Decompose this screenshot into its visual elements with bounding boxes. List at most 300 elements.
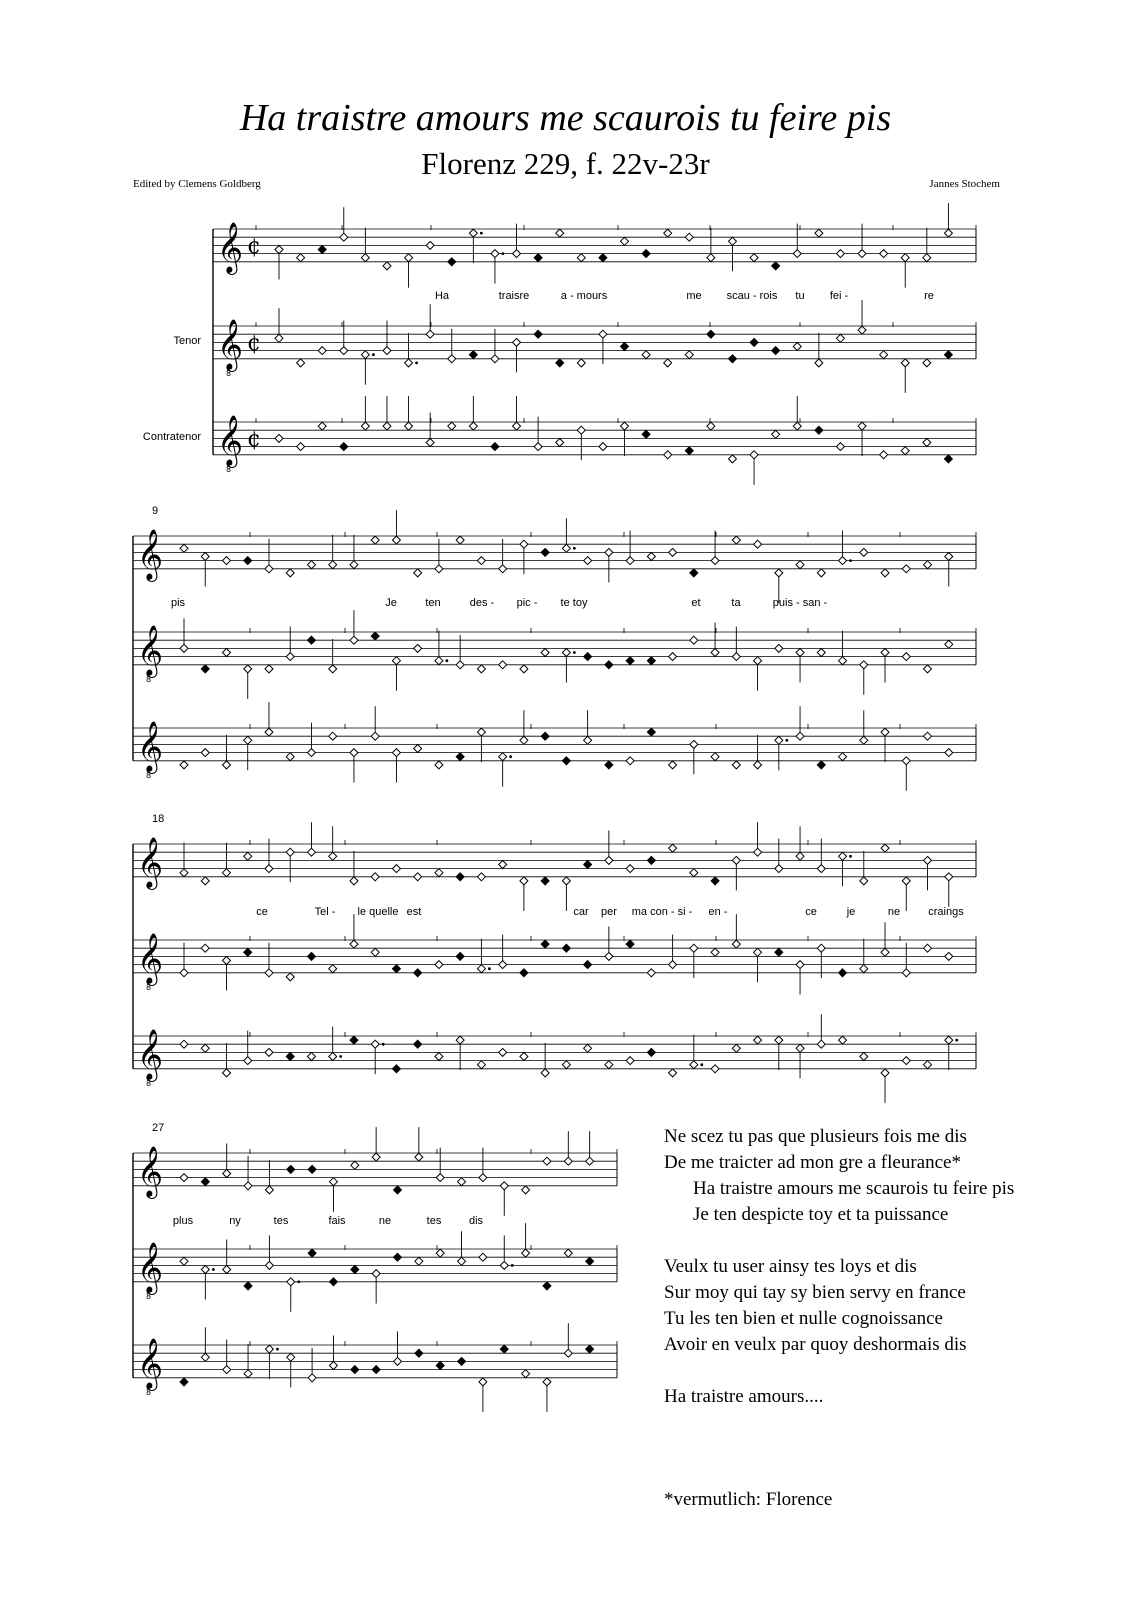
note-head (265, 565, 273, 573)
note-head (605, 856, 613, 864)
dot (573, 547, 576, 550)
dot (511, 1264, 514, 1267)
note-head (456, 873, 464, 881)
note-head (796, 961, 804, 969)
note-head (732, 1044, 740, 1052)
note-head (775, 865, 783, 873)
note-head (499, 1048, 507, 1056)
note-head (690, 944, 698, 952)
note-head (839, 557, 847, 565)
note-head (858, 250, 866, 258)
note-head (522, 1370, 530, 1378)
note-head (351, 1266, 359, 1274)
lyric-syllable: re (924, 290, 934, 302)
dot (955, 1039, 958, 1042)
note-head (772, 347, 780, 355)
note-head (426, 439, 434, 447)
note-head (275, 246, 283, 254)
note-head (350, 1036, 358, 1044)
note-head (669, 653, 677, 661)
note-head (621, 237, 629, 245)
note-head (605, 952, 613, 960)
note-head (329, 1362, 337, 1370)
note-head (244, 948, 252, 956)
note-head (201, 1353, 209, 1361)
note-head (479, 1253, 487, 1261)
note-head (556, 439, 564, 447)
lyric-syllable: a - mours (560, 290, 608, 302)
note-head (469, 351, 477, 359)
note-head (690, 740, 698, 748)
note-head (297, 254, 305, 262)
lyric-syllable: ny (229, 1215, 241, 1227)
note-head (513, 422, 521, 430)
treble-clef: 𝄞 (217, 319, 244, 370)
note-head (599, 254, 607, 262)
note-head (350, 561, 358, 569)
dot (372, 353, 375, 356)
note-head (513, 250, 521, 258)
lyric-syllable: tes (273, 1215, 289, 1227)
note-head (626, 657, 634, 665)
note-head (392, 657, 400, 665)
note-head (690, 869, 698, 877)
lyric-syllable: ta (731, 597, 741, 609)
editor-credit: Edited by Clemens Goldberg (133, 178, 261, 190)
note-head (669, 961, 677, 969)
dot (785, 739, 788, 742)
note-head (924, 732, 932, 740)
note-head (647, 657, 655, 665)
note-head (265, 728, 273, 736)
note-head (775, 644, 783, 652)
note-head (329, 1178, 337, 1186)
note-head (222, 957, 230, 965)
lyric-syllable: en - (708, 906, 728, 918)
note-head (775, 569, 783, 577)
note-head (392, 536, 400, 544)
note-head (456, 661, 464, 669)
note-head (340, 443, 348, 451)
note-head (626, 557, 634, 565)
lyric-syllable: car (573, 906, 589, 918)
note-head (584, 736, 592, 744)
note-head (265, 969, 273, 977)
note-head (923, 254, 931, 262)
note-head (562, 877, 570, 885)
note-head (750, 254, 758, 262)
treble-clef: 𝄞 (217, 222, 244, 273)
note-head (881, 844, 889, 852)
note-head (244, 1057, 252, 1065)
note-head (541, 732, 549, 740)
lyric-syllable: fei - (829, 290, 849, 302)
note-head (307, 636, 315, 644)
note-head (562, 544, 570, 552)
note-head (836, 334, 844, 342)
note-head (244, 557, 252, 565)
note-head (839, 852, 847, 860)
voice-label-tenor: Tenor (173, 335, 201, 347)
dot (502, 252, 505, 255)
note-head (265, 865, 273, 873)
note-head (520, 969, 528, 977)
note-head (477, 665, 485, 673)
note-head (923, 439, 931, 447)
note-head (772, 430, 780, 438)
octave-mark: 8 (226, 465, 232, 474)
verse-line: Avoir en veulx par quoy deshormais dis (664, 1334, 967, 1355)
note-head (244, 1370, 252, 1378)
note-head (732, 761, 740, 769)
note-head (201, 877, 209, 885)
note-head (265, 1186, 273, 1194)
note-head (817, 761, 825, 769)
note-head (469, 422, 477, 430)
note-head (817, 649, 825, 657)
note-head (707, 422, 715, 430)
note-head (491, 355, 499, 363)
note-head (562, 944, 570, 952)
note-head (394, 1186, 402, 1194)
note-head (584, 557, 592, 565)
treble-clef: 𝄞 (137, 1242, 164, 1293)
note-head (307, 1053, 315, 1061)
note-head (605, 761, 613, 769)
note-head (479, 1174, 487, 1182)
note-head (664, 451, 672, 459)
dot (849, 855, 852, 858)
note-head (605, 548, 613, 556)
note-head (690, 569, 698, 577)
lyric-syllable: Ha (434, 290, 450, 302)
treble-clef: 𝄞 (137, 1338, 164, 1389)
note-head (201, 1178, 209, 1186)
note-head (222, 649, 230, 657)
note-head (371, 1040, 379, 1048)
note-head (350, 940, 358, 948)
note-head (456, 1036, 464, 1044)
note-head (599, 443, 607, 451)
note-head (329, 1053, 337, 1061)
note-head (541, 649, 549, 657)
note-head (860, 548, 868, 556)
note-head (626, 865, 634, 873)
note-head (499, 861, 507, 869)
note-head (541, 548, 549, 556)
note-head (793, 343, 801, 351)
note-head (223, 1266, 231, 1274)
note-head (372, 1366, 380, 1374)
note-head (944, 229, 952, 237)
note-head (435, 869, 443, 877)
note-head (642, 250, 650, 258)
note-head (351, 1161, 359, 1169)
note-head (664, 359, 672, 367)
note-head (307, 848, 315, 856)
note-head (924, 944, 932, 952)
note-head (340, 233, 348, 241)
note-head (201, 1044, 209, 1052)
note-head (945, 873, 953, 881)
note-head (500, 1261, 508, 1269)
dot (339, 1055, 342, 1058)
note-head (839, 753, 847, 761)
dot (382, 1043, 385, 1046)
verse-line: Sur moy qui tay sy bien servy en france (664, 1282, 966, 1303)
note-head (902, 969, 910, 977)
note-head (456, 753, 464, 761)
note-head (456, 536, 464, 544)
octave-mark: 8 (146, 675, 152, 684)
composer-credit: Jannes Stochem (929, 178, 1000, 190)
note-head (180, 644, 188, 652)
lyric-syllable: pic - (516, 597, 538, 609)
note-head (477, 873, 485, 881)
note-head (436, 1249, 444, 1257)
note-head (426, 330, 434, 338)
note-head (775, 948, 783, 956)
note-head (414, 873, 422, 881)
piece-title: Ha traistre amours me scaurois tu feire pis (239, 97, 892, 139)
note-head (647, 969, 655, 977)
note-head (180, 969, 188, 977)
note-head (901, 254, 909, 262)
note-head (685, 351, 693, 359)
note-head (543, 1378, 551, 1386)
note-head (265, 1345, 273, 1353)
measure-number: 27 (152, 1122, 165, 1134)
note-head (669, 844, 677, 852)
note-head (329, 852, 337, 860)
note-head (201, 749, 209, 757)
note-head (287, 1165, 295, 1173)
note-head (499, 753, 507, 761)
note-head (265, 1261, 273, 1269)
mensuration-sign: ¢ (247, 331, 261, 356)
treble-clef: 𝄞 (137, 1146, 164, 1197)
note-head (621, 422, 629, 430)
lyric-syllable: et (691, 597, 701, 609)
note-head (222, 1069, 230, 1077)
verse-line: Veulx tu user ainsy tes loys et dis (664, 1256, 917, 1277)
note-head (201, 553, 209, 561)
note-head (796, 649, 804, 657)
note-head (491, 250, 499, 258)
note-head (584, 653, 592, 661)
lyric-syllable: tes (426, 1215, 442, 1227)
note-head (944, 455, 952, 463)
lyric-syllable: ce (256, 906, 268, 918)
note-head (308, 1249, 316, 1257)
measure-number: 9 (152, 505, 159, 517)
note-head (426, 241, 434, 249)
note-head (458, 1178, 466, 1186)
note-head (924, 665, 932, 673)
note-head (815, 359, 823, 367)
lyric-syllable: per (601, 906, 617, 918)
note-head (923, 359, 931, 367)
note-head (383, 262, 391, 270)
note-head (945, 952, 953, 960)
note-head (902, 565, 910, 573)
note-head (500, 1345, 508, 1353)
note-head (754, 540, 762, 548)
note-head (881, 728, 889, 736)
note-head (543, 1157, 551, 1165)
note-head (477, 1061, 485, 1069)
note-head (586, 1257, 594, 1265)
note-head (564, 1349, 572, 1357)
note-head (222, 761, 230, 769)
lyric-syllable: te toy (560, 597, 588, 609)
note-head (244, 1182, 252, 1190)
note-head (448, 355, 456, 363)
note-head (577, 426, 585, 434)
note-head (405, 422, 413, 430)
note-head (839, 1036, 847, 1044)
note-head (372, 1270, 380, 1278)
note-head (815, 229, 823, 237)
dot (509, 755, 512, 758)
note-head (435, 761, 443, 769)
note-head (371, 536, 379, 544)
note-head (562, 1061, 570, 1069)
note-head (340, 347, 348, 355)
note-head (732, 536, 740, 544)
note-head (711, 753, 719, 761)
octave-mark: 8 (146, 771, 152, 780)
note-head (775, 1036, 783, 1044)
note-head (669, 761, 677, 769)
note-head (556, 229, 564, 237)
treble-clef: 𝄞 (137, 837, 164, 888)
note-head (361, 422, 369, 430)
lyric-syllable: Je (385, 597, 397, 609)
note-head (901, 447, 909, 455)
dot (276, 1348, 279, 1351)
dot (573, 651, 576, 654)
note-head (415, 1257, 423, 1265)
verse-line: De me traicter ad mon gre a fleurance* (664, 1152, 961, 1173)
note-head (287, 1353, 295, 1361)
note-head (564, 1249, 572, 1257)
note-head (318, 347, 326, 355)
note-head (329, 732, 337, 740)
note-head (223, 1170, 231, 1178)
note-head (477, 965, 485, 973)
note-head (750, 338, 758, 346)
note-head (754, 948, 762, 956)
note-head (297, 359, 305, 367)
note-head (308, 1374, 316, 1382)
lyric-syllable: craings (928, 906, 964, 918)
note-head (881, 1069, 889, 1077)
note-head (944, 351, 952, 359)
dot (488, 967, 491, 970)
note-head (201, 944, 209, 952)
lyric-syllable: des - (469, 597, 495, 609)
note-head (244, 665, 252, 673)
note-head (180, 1378, 188, 1386)
note-head (499, 565, 507, 573)
note-head (599, 330, 607, 338)
note-head (222, 557, 230, 565)
dot (297, 1280, 300, 1283)
note-head (415, 1349, 423, 1357)
note-head (405, 359, 413, 367)
note-head (541, 940, 549, 948)
note-head (605, 1061, 613, 1069)
note-head (711, 1065, 719, 1073)
lyric-syllable: le quelle (357, 906, 399, 918)
note-head (836, 443, 844, 451)
note-head (817, 1040, 825, 1048)
note-head (436, 1174, 444, 1182)
note-head (621, 343, 629, 351)
note-head (860, 1053, 868, 1061)
note-head (297, 443, 305, 451)
note-head (534, 330, 542, 338)
measure-number: 18 (152, 813, 165, 825)
note-head (902, 653, 910, 661)
treble-clef: 𝄞 (137, 721, 164, 772)
verse-line: Ha traistre amours me scaurois tu feire pis (693, 1178, 1015, 1199)
lyric-syllable: Tel - (314, 906, 336, 918)
note-head (924, 561, 932, 569)
note-head (732, 653, 740, 661)
note-head (286, 1053, 294, 1061)
lyric-syllable: tu (795, 290, 805, 302)
note-head (265, 1048, 273, 1056)
dot (415, 362, 418, 365)
lyric-syllable: fais (328, 1215, 346, 1227)
note-head (924, 1061, 932, 1069)
voice-label-contratenor: Contratenor (142, 431, 201, 443)
verse-line: Ne scez tu pas que plusieurs fois me dis (664, 1126, 967, 1147)
note-head (732, 940, 740, 948)
note-head (796, 732, 804, 740)
note-head (414, 969, 422, 977)
note-head (754, 657, 762, 665)
note-head (626, 940, 634, 948)
note-head (222, 869, 230, 877)
note-head (201, 1266, 209, 1274)
note-head (669, 1069, 677, 1077)
note-head (881, 948, 889, 956)
dot (849, 559, 852, 562)
note-head (690, 1061, 698, 1069)
dot (700, 1063, 703, 1066)
note-head (414, 1040, 422, 1048)
note-head (796, 561, 804, 569)
lyric-syllable: ten (425, 597, 441, 609)
lyric-syllable: plus (172, 1215, 194, 1227)
note-head (371, 873, 379, 881)
note-head (945, 553, 953, 561)
note-head (754, 1036, 762, 1044)
note-head (860, 877, 868, 885)
lyric-syllable: puis - san - (772, 597, 828, 609)
lyric-syllable: ce (805, 906, 817, 918)
note-head (329, 561, 337, 569)
note-head (642, 430, 650, 438)
note-head (180, 1257, 188, 1265)
note-head (435, 1053, 443, 1061)
lyric-syllable: pis (170, 597, 186, 609)
treble-clef: 𝄞 (137, 1029, 164, 1080)
note-head (732, 856, 740, 864)
